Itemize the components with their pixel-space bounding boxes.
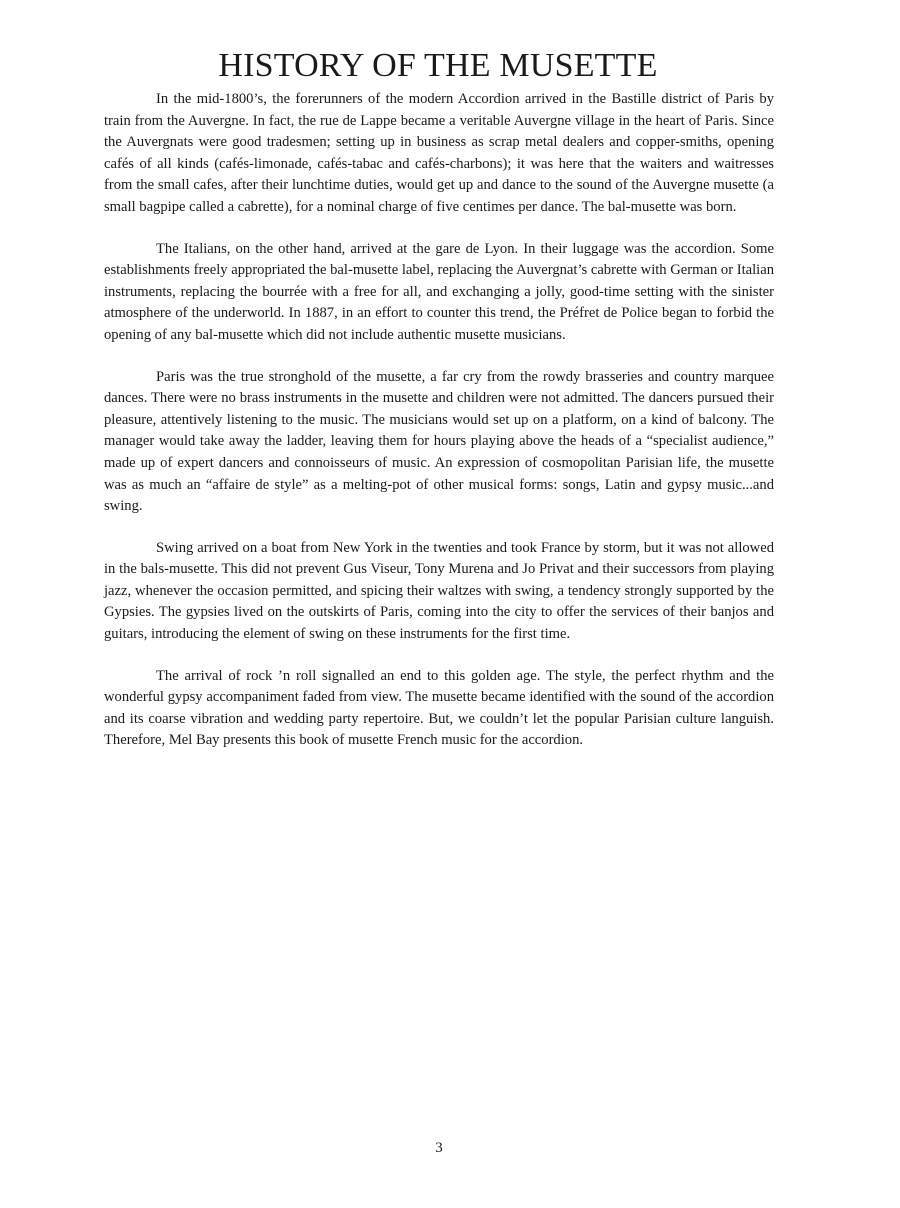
paragraph-2: The Italians, on the other hand, arrived at the gare de Lyon. In their luggage was the accordion. Some establishments freely appropriated the bal-musette label, replacing the Auvergnat’s cabrette with German or Italian instruments, replacing the bourrée with a free for all, and exchanging a jolly, good-time setting with the sinister atmosphere of the underworld. In 1887, in an effort to counter this trend, the Préfret de Police began to forbid the opening of any bal-musette which did not include authentic musette musicians. bbox=[104, 240, 774, 343]
paragraph-5: The arrival of rock ’n roll signalled an end to this golden age. The style, the perfect rhythm and the wonderful gypsy accompaniment faded from view. The musette became identified with the sound of the accordion and its coarse vibration and wedding party repertoire. But, we couldn’t let the popular Parisian culture languish. Therefore, Mel Bay presents this book of musette French music for the accordion. bbox=[104, 667, 774, 749]
paragraph-3: Paris was the true stronghold of the musette, a far cry from the rowdy brasseries and country marquee dances. There were no brass instruments in the musette and children were not admitted. The dancers pursued their pleasure, attentively listening to the music. The musicians would set up on a platform, on a kind of balcony. The manager would take away the ladder, leaving them for hours playing above the heads of a “specialist audience,” made up of expert dancers and connoisseurs of music. An expression of cosmopolitan Parisian life, the musette was as much an “affaire de style” as a melting-pot of other musical forms: songs, Latin and gypsy music...and swing. bbox=[104, 368, 774, 515]
paragraph-1: In the mid-1800’s, the forerunners of the modern Accordion arrived in the Bastille district of Paris by train from the Auvergne. In fact, the rue de Lappe became a veritable Auvergne village in the heart of Paris. Since the Auvergnats were good tradesmen; setting up in business as scrap metal dealers and copper-smiths, opening cafés of all kinds (cafés-limonade, cafés-tabac and cafés-charbons); it was here that the waiters and waitresses from the small cafes, after their lunchtime duties, would get up and dance to the sound of the Auvergne musette (a small bagpipe called a cabrette), for a nominal charge of five centimes per dance. The bal-musette was born. bbox=[104, 91, 774, 215]
body-text bbox=[104, 89, 774, 772]
page-title: HISTORY OF THE MUSETTE bbox=[218, 47, 658, 84]
page-number: 3 bbox=[435, 1140, 443, 1156]
paragraph-4: Swing arrived on a boat from New York in the twenties and took France by storm, but it was not allowed in the bals-musette. This did not prevent Gus Viseur, Tony Murena and Jo Privat and their successors from playing jazz, whenever the occasion permitted, and spicing their waltzes with swing, a tendency strongly supported by the Gypsies. The gypsies lived on the outskirts of Paris, coming into the city to offer the services of their banjos and guitars, introducing the element of swing on these instruments for the first time. bbox=[104, 539, 774, 643]
